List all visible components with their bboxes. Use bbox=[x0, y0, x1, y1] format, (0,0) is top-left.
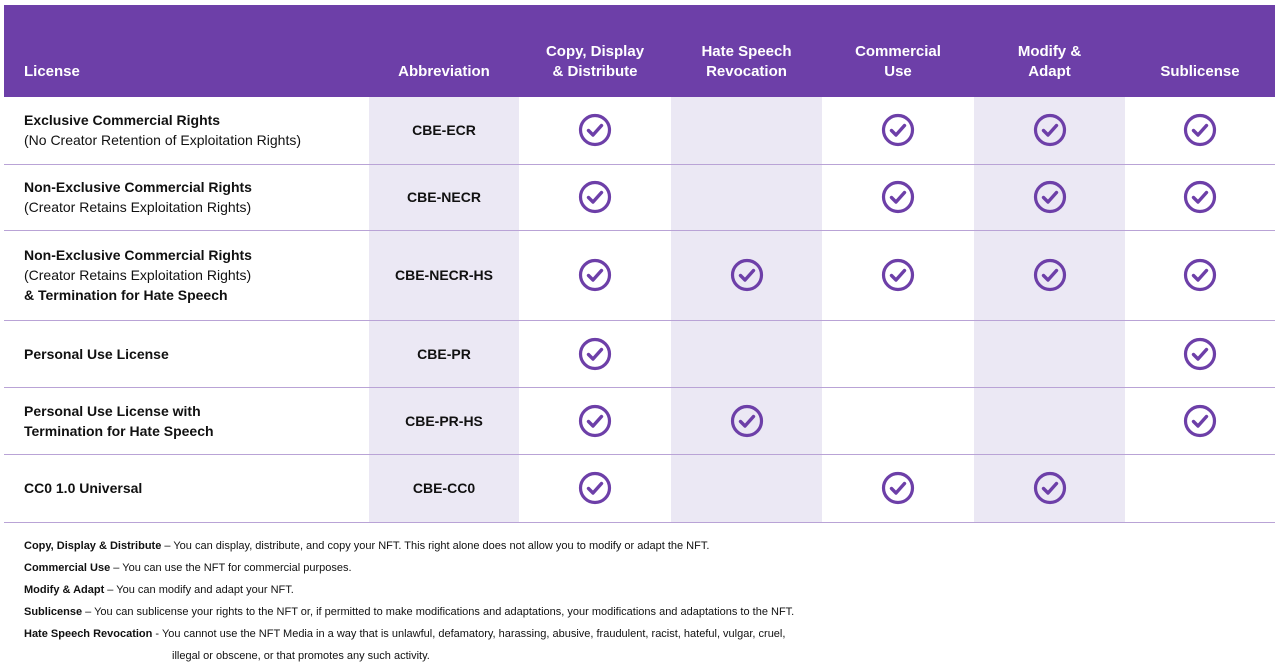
check-circle-icon bbox=[1033, 258, 1067, 292]
abbreviation-text: CBE-PR-HS bbox=[405, 412, 483, 429]
table-row bbox=[4, 454, 1275, 522]
license-name-cell bbox=[4, 230, 369, 320]
right-cell-sublicense bbox=[1125, 387, 1275, 454]
header-copy-display-distribute: Copy, Display & Distribute bbox=[519, 5, 671, 97]
table-row bbox=[4, 320, 1275, 387]
license-name: Exclusive Commercial Rights bbox=[24, 112, 221, 129]
license-name: Non-Exclusive Commercial Rights bbox=[24, 179, 252, 195]
definition-text: – You can use the NFT for commercial purposes. bbox=[110, 562, 352, 574]
check-circle-icon bbox=[1183, 113, 1217, 147]
abbreviation-cell bbox=[369, 164, 519, 230]
right-cell-sublicense bbox=[1125, 230, 1275, 320]
license-name-cell bbox=[4, 164, 369, 230]
right-cell-copy bbox=[519, 97, 671, 164]
check-circle-icon bbox=[881, 180, 915, 214]
table-row bbox=[4, 97, 1275, 164]
right-cell-modify bbox=[974, 454, 1125, 522]
right-cell-sublicense bbox=[1125, 454, 1275, 522]
license-name: Non-Exclusive Commercial Rights bbox=[24, 247, 252, 263]
right-cell-copy bbox=[519, 164, 671, 230]
check-circle-icon bbox=[1033, 471, 1067, 505]
abbreviation-cell bbox=[369, 454, 519, 522]
definition-term: Sublicense bbox=[24, 606, 83, 618]
table-row bbox=[4, 387, 1275, 454]
header-hate-speech-revocation: Hate Speech Revocation bbox=[671, 5, 822, 97]
license-name: Personal Use License bbox=[24, 345, 169, 362]
right-cell-modify bbox=[974, 387, 1125, 454]
right-cell-modify bbox=[974, 230, 1125, 320]
check-circle-icon bbox=[1033, 180, 1067, 214]
license-name-cell bbox=[4, 387, 369, 454]
right-cell-sublicense bbox=[1125, 320, 1275, 387]
license-name-cell bbox=[4, 97, 369, 164]
license-name-line2: Termination for Hate Speech bbox=[24, 422, 214, 439]
right-cell-modify bbox=[974, 320, 1125, 387]
license-name: CC0 1.0 Universal bbox=[24, 480, 143, 496]
definition-line bbox=[24, 623, 1264, 645]
right-cell-commercial bbox=[822, 320, 974, 387]
check-circle-icon bbox=[1033, 113, 1067, 147]
definition-text: – You can sublicense your rights to the NFT or, if permitted to make modifications and adaptations, your modifications and adaptations to the NFT. bbox=[82, 606, 795, 618]
right-cell-hate bbox=[671, 230, 822, 320]
right-cell-hate bbox=[671, 164, 822, 230]
definition-text: – You can modify and adapt your NFT. bbox=[104, 584, 294, 596]
check-circle-icon bbox=[578, 471, 612, 505]
license-note: (Creator Retains Exploitation Rights) bbox=[24, 199, 252, 215]
abbreviation-cell bbox=[369, 230, 519, 320]
check-circle-icon bbox=[1183, 258, 1217, 292]
right-cell-commercial bbox=[822, 97, 974, 164]
right-cell-commercial bbox=[822, 454, 974, 522]
header-modify-adapt: Modify & Adapt bbox=[974, 5, 1125, 97]
right-cell-copy bbox=[519, 320, 671, 387]
definition-line bbox=[24, 601, 1264, 623]
abbreviation-cell bbox=[369, 387, 519, 454]
license-name: Personal Use License with bbox=[24, 402, 201, 419]
definition-term: Hate Speech Revocation bbox=[24, 628, 153, 640]
header-abbreviation: Abbreviation bbox=[369, 5, 519, 97]
license-name-cell bbox=[4, 454, 369, 522]
definition-term: Commercial Use bbox=[24, 562, 111, 574]
right-cell-hate bbox=[671, 387, 822, 454]
license-table-body bbox=[4, 97, 1275, 522]
definition-term: Modify & Adapt bbox=[24, 584, 105, 596]
check-circle-icon bbox=[881, 113, 915, 147]
license-note: (Creator Retains Exploitation Rights) bbox=[24, 267, 252, 283]
check-circle-icon bbox=[1183, 180, 1217, 214]
check-circle-icon bbox=[578, 404, 612, 438]
check-circle-icon bbox=[730, 258, 764, 292]
right-cell-sublicense bbox=[1125, 164, 1275, 230]
header-sublicense: Sublicense bbox=[1125, 5, 1275, 97]
right-cell-modify bbox=[974, 164, 1125, 230]
definition-term: Copy, Display & Distribute bbox=[24, 540, 162, 552]
abbreviation-text: CBE-CC0 bbox=[412, 480, 476, 496]
abbreviation-text: CBE-ECR bbox=[412, 122, 476, 139]
right-cell-sublicense bbox=[1125, 97, 1275, 164]
right-cell-copy bbox=[519, 387, 671, 454]
table-row bbox=[4, 164, 1275, 230]
right-cell-commercial bbox=[822, 387, 974, 454]
check-circle-icon bbox=[578, 180, 612, 214]
check-circle-icon bbox=[1183, 337, 1217, 371]
check-circle-icon bbox=[881, 471, 915, 505]
abbreviation-text: CBE-NECR bbox=[407, 189, 481, 205]
check-circle-icon bbox=[1183, 404, 1217, 438]
check-circle-icon bbox=[881, 258, 915, 292]
header-row bbox=[4, 5, 1275, 97]
definition-line bbox=[24, 579, 1264, 601]
right-cell-modify bbox=[974, 97, 1125, 164]
license-name-cell bbox=[4, 320, 369, 387]
header-license: License bbox=[4, 5, 369, 97]
header-commercial-use: Commercial Use bbox=[822, 5, 974, 97]
license-table bbox=[4, 5, 1275, 523]
right-cell-hate bbox=[671, 97, 822, 164]
abbreviation-cell bbox=[369, 320, 519, 387]
check-circle-icon bbox=[578, 258, 612, 292]
definition-text: – You can display, distribute, and copy your NFT. This right alone does not allow you to modify or adapt the NFT. bbox=[161, 540, 710, 552]
definition-text: - You cannot use the NFT Media in a way that is unlawful, defamatory, harassing, abusive, fraudulent, racist, hateful, vulgar, cruel, bbox=[152, 628, 786, 640]
abbreviation-cell bbox=[369, 97, 519, 164]
check-circle-icon bbox=[578, 113, 612, 147]
check-circle-icon bbox=[578, 337, 612, 371]
right-cell-commercial bbox=[822, 230, 974, 320]
license-extra: & Termination for Hate Speech bbox=[24, 287, 228, 303]
right-cell-hate bbox=[671, 454, 822, 522]
definition-line bbox=[24, 557, 1264, 579]
right-cell-commercial bbox=[822, 164, 974, 230]
right-cell-hate bbox=[671, 320, 822, 387]
definitions-notes bbox=[24, 535, 1264, 667]
right-cell-copy bbox=[519, 454, 671, 522]
table-row bbox=[4, 230, 1275, 320]
abbreviation-text: CBE-PR bbox=[417, 345, 471, 362]
definition-continuation: illegal or obscene, or that promotes any such activity. bbox=[172, 650, 430, 662]
definition-line bbox=[24, 535, 1264, 557]
check-circle-icon bbox=[730, 404, 764, 438]
abbreviation-text: CBE-NECR-HS bbox=[395, 267, 493, 283]
right-cell-copy bbox=[519, 230, 671, 320]
license-note: (No Creator Retention of Exploitation Rights) bbox=[24, 132, 302, 149]
